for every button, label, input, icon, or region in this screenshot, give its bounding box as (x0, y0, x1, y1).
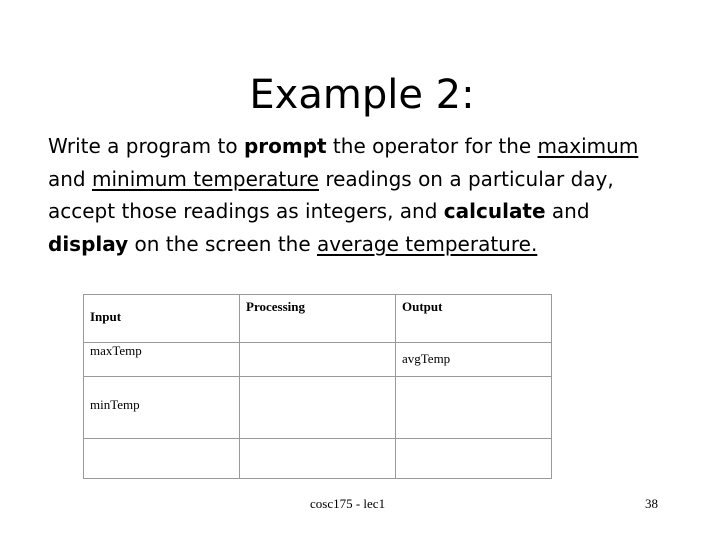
ipo-table (83, 294, 552, 479)
body-segment: Write a program to (48, 134, 244, 158)
body-segment-underline: average temperature. (317, 231, 538, 256)
header-input: Input (84, 295, 240, 343)
body-segment-underline: minimum temperature (91, 166, 319, 191)
body-segment: and (545, 199, 590, 223)
body-segment-bold: display (48, 231, 129, 256)
footer-course: cosc175 - lec1 (310, 496, 386, 511)
processing-cell (240, 343, 396, 377)
processing-cell (240, 439, 396, 479)
body-segment: and (48, 166, 92, 191)
slide-title: Example 2: (249, 72, 475, 118)
slide-body-text (48, 130, 648, 260)
output-cell (396, 439, 552, 479)
body-segment: readings on a particular day, accept those readings as integers, and (48, 166, 614, 223)
input-cell (84, 439, 240, 479)
input-cell: minTemp (84, 377, 240, 439)
table-row (84, 439, 552, 479)
input-cell: maxTemp (84, 343, 240, 377)
header-processing: Processing (240, 295, 396, 343)
output-cell (396, 377, 552, 439)
processing-cell (240, 377, 396, 439)
body-segment-bold: calculate (443, 199, 546, 223)
table-row (84, 377, 552, 439)
body-segment: the operator for the (326, 134, 538, 158)
body-segment: on the screen the (128, 231, 317, 256)
page-number: 38 (645, 496, 658, 511)
header-output: Output (396, 295, 552, 343)
output-cell: avgTemp (396, 343, 552, 377)
table-row (84, 343, 552, 377)
body-segment-underline: maximum (537, 134, 639, 158)
body-segment-bold: prompt (243, 134, 327, 158)
table-header-row (84, 295, 552, 343)
